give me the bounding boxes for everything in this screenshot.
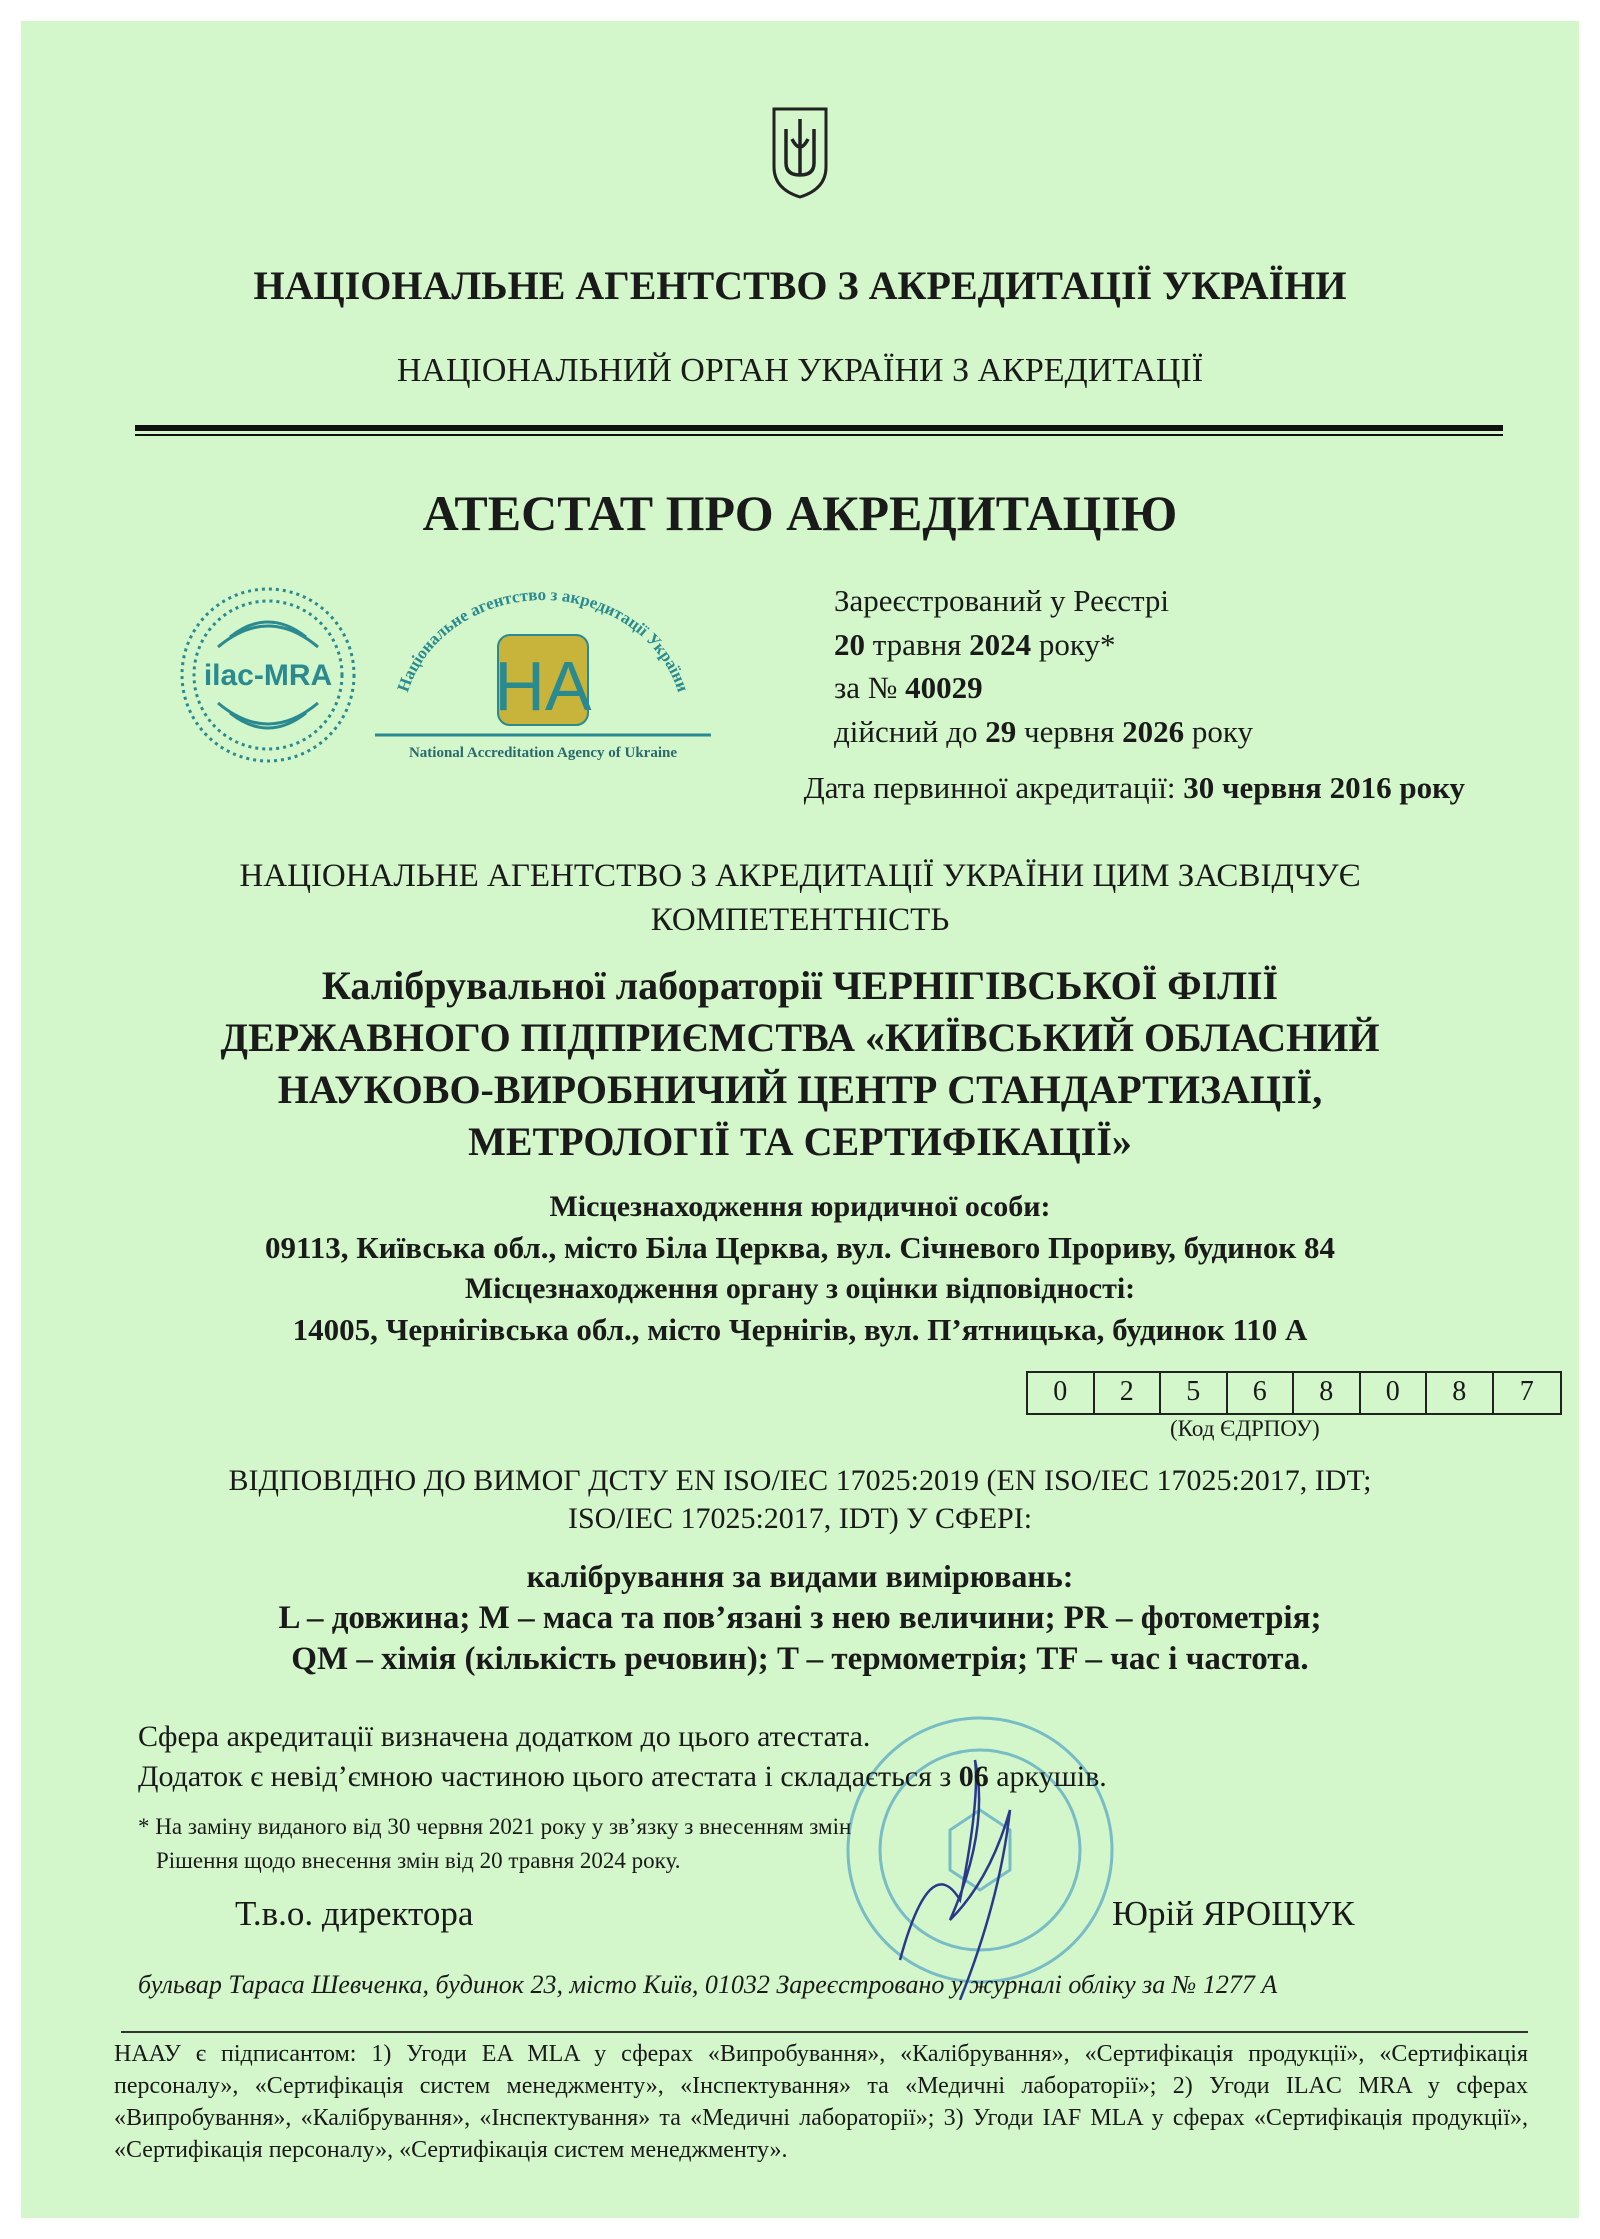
edrpou-digit: 8 <box>1427 1373 1494 1413</box>
signatory-position: Т.в.о. директора <box>235 1894 474 1933</box>
edrpou-code-boxes <box>1026 1371 1562 1415</box>
reg-year: 2024 <box>969 627 1032 662</box>
annex-sheets-count: 06 <box>958 1760 989 1793</box>
edrpou-digit: 5 <box>1161 1373 1228 1413</box>
lab-name-line-1: Калібрувальної лабораторії ЧЕРНІГІВСЬКОЇ ФІЛІЇ <box>321 963 1279 1008</box>
valid-prefix: дійсний до <box>834 714 986 749</box>
lab-name-line-3: НАУКОВО-ВИРОБНИЧИЙ ЦЕНТР СТАНДАРТИЗАЦІЇ, <box>277 1067 1323 1112</box>
address-registration-line: бульвар Тараса Шевченка, будинок 23, місто Київ, 01032 Зареєстровано у журналі обліку за № 1277 А <box>138 1970 1278 1999</box>
edrpou-digit: 6 <box>1228 1373 1295 1413</box>
official-stamp <box>840 1700 1130 2000</box>
naau-mark: НА <box>494 647 592 725</box>
registration-date <box>834 627 1116 663</box>
scope-heading: калібрування за видами вимірювань: <box>526 1558 1074 1594</box>
footnote-line-2: Рішення щодо внесення змін від 20 травня 2024 року. <box>156 1848 681 1873</box>
edrpou-digit: 8 <box>1294 1373 1361 1413</box>
footer-divider <box>121 2031 1528 2033</box>
ilac-mra-logo <box>178 585 358 765</box>
standard-line-2: ISO/IEC 17025:2017, IDT) У СФЕРІ: <box>567 1502 1033 1535</box>
valid-year: 2026 <box>1122 714 1185 749</box>
body-location-address: 14005, Чернігівська обл., місто Чернігів, вул. П’ятницька, будинок 110 А <box>292 1312 1308 1347</box>
reg-no-prefix: за № <box>834 670 906 705</box>
valid-month: червня <box>1016 714 1123 749</box>
valid-day: 29 <box>985 714 1017 749</box>
legal-location-label: Місцезнаходження юридичної особи: <box>549 1190 1051 1223</box>
naau-english-name: National Accreditation Agency of Ukraine <box>408 745 678 761</box>
initial-date: 30 червня 2016 року <box>1183 770 1465 805</box>
certifies-line-2: КОМПЕТЕНТНІСТЬ <box>650 902 950 938</box>
reg-day: 20 <box>834 627 865 662</box>
footnote-line-1: * На заміну виданого від 30 червня 2021 року у зв’язку з внесенням змін <box>138 1814 852 1839</box>
edrpou-label: (Код ЄДРПОУ) <box>1170 1416 1320 1441</box>
edrpou-digit: 2 <box>1095 1373 1162 1413</box>
edrpou-digit: 7 <box>1519 1376 1534 1407</box>
registry-label: Зареєстрований у Реєстрі <box>834 583 1169 618</box>
initial-accreditation <box>804 770 1465 806</box>
signatory-name: Юрій ЯРОЩУК <box>1112 1894 1355 1933</box>
agency-name-heading: НАЦІОНАЛЬНЕ АГЕНТСТВО З АКРЕДИТАЦІЇ УКРАЇНИ <box>253 263 1347 308</box>
national-body-subheading: НАЦІОНАЛЬНИЙ ОРГАН УКРАЇНИ З АКРЕДИТАЦІЇ <box>396 352 1204 389</box>
annex-text: Додаток є невід’ємною частиною цього атестата і складається з <box>138 1760 959 1793</box>
ilac-logo-text: ilac-MRA <box>203 659 333 692</box>
reg-suffix: року* <box>1031 627 1116 662</box>
edrpou-digit: 0 <box>1361 1373 1428 1413</box>
standard-line-1: ВІДПОВІДНО ДО ВИМОГ ДСТУ EN ISO/IEC 17025:2019 (EN ISO/IEC 17025:2017, IDT; <box>228 1464 1372 1497</box>
lab-name-line-2: ДЕРЖАВНОГО ПІДПРИЄМСТВА «КИЇВСЬКИЙ ОБЛАСНИЙ <box>220 1015 1380 1060</box>
reg-number: 40029 <box>905 670 983 705</box>
body-location-label: Місцезнаходження органу з оцінки відповідності: <box>464 1272 1136 1305</box>
footer-mla-note: НААУ є підписантом: 1) Угоди EA MLA у сферах «Випробування», «Калібрування», «Сертифікація продукції», «Сертифікація персоналу», «Сертифікація систем менеджменту», «Інспектування» та «Медичні лабораторії»; 2) Угоди ILAC MRA у сферах «Випробування», «Калібрування», «Інспектування» та «Медичні лабораторії»; 3) Угоди IAF MLA у сферах «Сертифікація продукції», «Сертифікація персоналу», «Сертифікація систем менеджменту». <box>114 2041 1528 2163</box>
coat-of-arms-emblem-icon <box>770 105 830 200</box>
validity <box>834 714 1253 750</box>
legal-location-address: 09113, Київська обл., місто Біла Церква, вул. Січневого Прориву, будинок 84 <box>265 1230 1335 1265</box>
header-divider <box>135 425 1503 431</box>
header-divider-thin <box>135 434 1503 436</box>
registration-number <box>834 670 983 706</box>
naau-arc-text: Національне агентство з акредитації України <box>393 585 693 695</box>
naau-logo <box>373 585 713 765</box>
certifies-line-1: НАЦІОНАЛЬНЕ АГЕНТСТВО З АКРЕДИТАЦІЇ УКРАЇНИ ЦИМ ЗАСВІДЧУЄ <box>239 858 1361 894</box>
lab-name-line-4: МЕТРОЛОГІЇ ТА СЕРТИФІКАЦІЇ» <box>468 1119 1132 1164</box>
certificate-title: АТЕСТАТ ПРО АКРЕДИТАЦІЮ <box>422 485 1178 541</box>
initial-label: Дата первинної акредитації: <box>803 770 1184 805</box>
scope-line-2: QM – хімія (кількість речовин); T – термометрія; TF – час і частота. <box>291 1641 1309 1677</box>
scope-line-1: L – довжина; M – маса та пов’язані з нею величини; PR – фотометрія; <box>278 1600 1322 1636</box>
annex-suffix: аркушів. <box>988 1760 1107 1793</box>
edrpou-digit: 0 <box>1028 1373 1095 1413</box>
reg-month: травня <box>865 627 970 662</box>
annex-line-1: Сфера акредитації визначена додатком до цього атестата. <box>138 1720 871 1753</box>
annex-line-2 <box>138 1760 1107 1794</box>
valid-suffix: року <box>1184 714 1253 749</box>
